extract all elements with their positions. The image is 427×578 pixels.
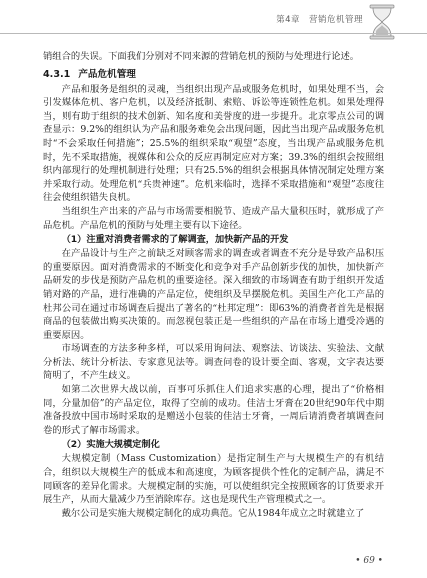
section-title: 产品危机管理 — [78, 68, 136, 80]
body-paragraph: 市场调查的方法多种多样，可以采用询问法、观察法、访谈法、实验法、文献分析法、统计分析法、专家意见法等。调查问卷的设计要全面、客观，文字表达要简明了，不产生歧义。 — [43, 343, 384, 382]
page-number: • 69 • — [355, 556, 383, 566]
hourglass-icon — [367, 4, 397, 40]
chapter-title: 第4章 营销危机管理 — [276, 15, 363, 25]
subsection-heading: （2）实施大规模定制化 — [61, 439, 160, 451]
body-paragraph: 产品和服务是组织的灵魂，当组织出现产品或服务危机时，如果处理不当，会引发媒体危机、客户危机，以及经济抵制、索赔、诉讼等连锁性危机。如果处理得当，则有助于组织的技术创新、知名度和美誉度的进一步提升。北京零点公司的调查显示：9.2%的组织认为产品和服务难免会出现问题，因此当出现产品或服务危机时“不会采取任何措施”；25.5%的组织采取“观望”态度，当出现产品或服务危机时，先不采取措施，视媒体和公众的反应再制定应对方案；39.3%的组织会按照组织内部现行的处理机制进行处理；只有25.5%的组织会根据具体情况制定处理方案并采取行动。处理危机“兵贵神速”。危机来临时，选择不采取措施和“观望”态度往往会使组织错失良机。 — [43, 83, 384, 204]
page-body — [43, 50, 384, 520]
section-number: 4.3.1 — [43, 68, 71, 80]
body-paragraph: 大规模定制（Mass Customization）是指定制生产与大规模生产的有机结合，组织以大规模生产的低成本和高速度，为顾客提供个性化的定制产品，满足不同顾客的差异化需求。大规模定制的实施，可以使组织完全按照顾客的订货要求开展生产，从而大量减少乃至消除库存。这也是现代生产管理模式之一。 — [43, 453, 384, 506]
header-divider — [0, 33, 427, 34]
body-paragraph: 如第二次世界大战以前，百事可乐抓住人们追求实惠的心理，提出了“价格相同，分量加倍”的产品定位，取得了空前的成功。佳洁士牙膏在20世纪90年代中期准备投放中国市场时采取的是赠送小包装的佳洁士牙膏，一周后请消费者填调查问卷的形式了解市场需求。 — [43, 384, 384, 436]
body-paragraph: 销组合的失误。下面我们分别对不同来源的营销危机的预防与处理进行论述。 — [43, 51, 360, 62]
running-header — [0, 0, 427, 48]
body-paragraph: 当组织生产出来的产品与市场需要相脱节、造成产品大量积压时，就形成了产品危机。产品危机的预防与处理主要有以下途径。 — [43, 205, 384, 231]
section-heading — [43, 68, 384, 82]
subsection-heading: （1）注重对消费者需求的了解调查，加快新产品的开发 — [61, 234, 289, 246]
body-paragraph: 戴尔公司是实施大规模定制化的成功典范。它从1984年成立之时就建立了 — [61, 507, 365, 519]
body-paragraph: 在产品设计与生产之前缺乏对顾客需求的调查或者调查不充分是导致产品积压的重要原因。面对消费需求的不断变化和竞争对手产品创新步伐的加快，加快新产品研发的步伐是预防产品危机的重要途径。深入细致的市场调查有助于组织开发适销对路的产品，进行准确的产品定位，使组织及早摆脱危机。美国生产化工产品的杜邦公司在通过市场调查后提出了著名的“杜邦定理”：即63%的消费者首先是根据商品的包装做出购买决策的。而忽视包装正是一些组织的产品在市场上遭受冷遇的重要原因。 — [43, 248, 384, 341]
